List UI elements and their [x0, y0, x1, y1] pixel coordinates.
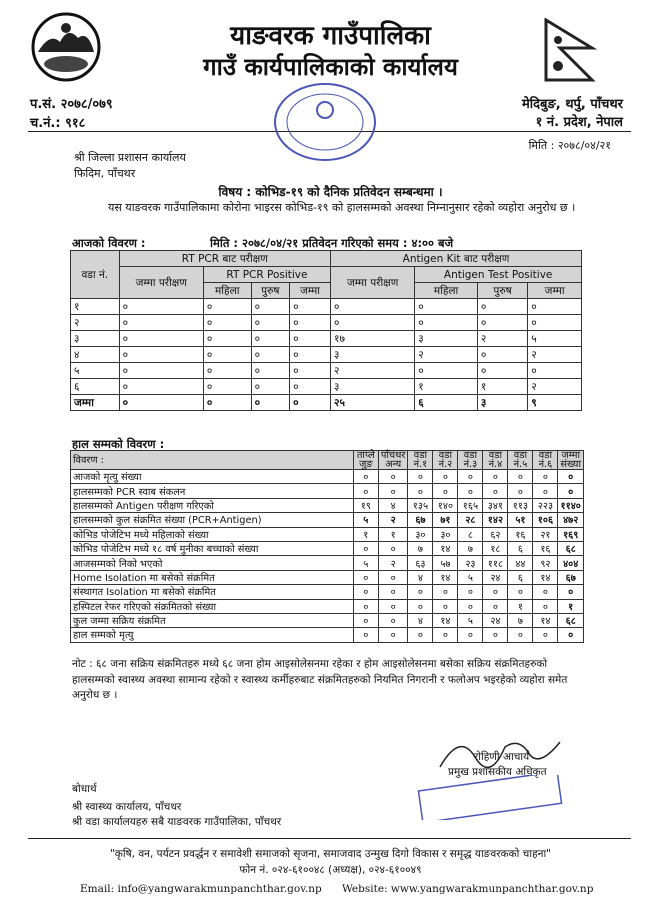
table-cell: २४ — [483, 570, 508, 584]
table-cell: ० — [251, 331, 289, 347]
table-cell: २८ — [458, 513, 483, 527]
table-cell: १६९ — [558, 527, 584, 541]
table-cell: ० — [408, 599, 433, 613]
address-line-2: १ नं. प्रदेश, नेपाल — [535, 115, 623, 130]
table-cell: कुल जम्मा सक्रिय संक्रमित — [71, 613, 354, 627]
table-cell: ० — [251, 315, 289, 331]
table-cell: ० — [458, 599, 483, 613]
table-cell: ० — [203, 363, 251, 379]
table-cell: १३५ — [408, 498, 433, 512]
header-cell: वडा नं.१ — [408, 451, 433, 470]
today-report-table — [70, 250, 582, 411]
table-cell: २ — [71, 315, 120, 331]
table-cell: १ — [71, 299, 120, 315]
table-cell: ६७ — [408, 513, 433, 527]
table-cell: ० — [331, 299, 415, 315]
letter-date: मिति : २०७८/०४/२१ — [528, 139, 611, 152]
table-cell: २ — [378, 513, 408, 527]
table-row — [71, 347, 582, 363]
signatory-name: रोहिणी आचार्य — [474, 751, 530, 763]
table-cell: १७ — [331, 331, 415, 347]
recipient-line-2: फिदिम, पाँचथर — [74, 167, 136, 180]
table-cell: २२३ — [533, 498, 558, 512]
table-cell: ० — [483, 628, 508, 642]
table-cell: ० — [290, 331, 331, 347]
cc-line-1: श्री स्वास्थ्य कार्यालय, पाँचथर — [72, 801, 182, 813]
table-cell: ० — [378, 599, 408, 613]
table-cell: १ — [508, 599, 533, 613]
table-cell: ३ — [415, 331, 478, 347]
table-cell: ० — [415, 315, 478, 331]
table-cell: २१ — [533, 527, 558, 541]
table-cell: हस्पिटल रेफर गरिएको संक्रमितको संख्या — [71, 599, 354, 613]
header-ag-total-tests: जम्मा परीक्षण — [331, 267, 415, 299]
header-cell: वडा नं.४ — [483, 451, 508, 470]
table-row — [71, 556, 584, 570]
table-cell: १ — [477, 379, 527, 395]
table-cell: ५१ — [508, 513, 533, 527]
table-cell: ० — [508, 470, 533, 484]
table-cell: १०६ — [533, 513, 558, 527]
table-cell: ० — [331, 315, 415, 331]
table-cell: ० — [378, 585, 408, 599]
table-cell: ६ — [508, 541, 533, 555]
table-cell: ० — [353, 541, 378, 555]
table-cell: हालसम्मको PCR स्वाब संकलन — [71, 484, 354, 498]
header-cell: विवरण : — [71, 451, 354, 470]
table-cell: ० — [558, 585, 584, 599]
table-cell: हालसम्मको Antigen परीक्षण गरिएको — [71, 498, 354, 512]
table-cell: ३ — [477, 395, 527, 411]
table-cell: ० — [203, 299, 251, 315]
footer-divider — [28, 838, 631, 839]
table-cell: ० — [119, 347, 203, 363]
table-cell: ६८ — [558, 613, 584, 627]
header-ag-sum: जम्मा — [528, 283, 582, 299]
table-cell: ० — [353, 470, 378, 484]
table-cell: ० — [528, 315, 582, 331]
table-cell: ० — [458, 585, 483, 599]
table-cell: १६५ — [458, 498, 483, 512]
table-cell: ४ — [408, 570, 433, 584]
table-cell: ० — [558, 484, 584, 498]
table-cell: १४ — [533, 570, 558, 584]
cumulative-report-table — [70, 450, 584, 643]
patra-sankhya: प.सं. २०७८/०७९ — [30, 97, 113, 112]
header-cell: वडा नं.३ — [458, 451, 483, 470]
cc-line-2: श्री वडा कार्यालयहरु सबै याङवरक गाउँपालिका, पाँचथर — [72, 816, 282, 828]
header-cell: वडा नं.६ — [533, 451, 558, 470]
table-cell: ११४० — [558, 498, 584, 512]
table-cell: ३० — [433, 527, 458, 541]
table-cell: १ — [558, 599, 584, 613]
table-cell: ० — [533, 585, 558, 599]
table-cell: कोभिड पोजेटिभ मध्ये महिलाको संख्या — [71, 527, 354, 541]
address-line-1: मेदिबुङ, थर्पु, पाँचथर — [522, 97, 623, 112]
table-cell: २ — [331, 363, 415, 379]
table-cell: ५७ — [433, 556, 458, 570]
header-rt-sum: जम्मा — [290, 283, 331, 299]
table-cell: २ — [415, 347, 478, 363]
table-cell: ० — [558, 470, 584, 484]
table-cell: १४ — [433, 541, 458, 555]
table-cell: ० — [415, 299, 478, 315]
table-cell: १४० — [433, 498, 458, 512]
table-cell: ० — [408, 470, 433, 484]
table-row — [71, 331, 582, 347]
table-row — [71, 599, 584, 613]
table-cell: ० — [353, 613, 378, 627]
table-cell: ० — [533, 599, 558, 613]
table-cell: ० — [433, 599, 458, 613]
table-cell: ० — [378, 470, 408, 484]
table-row — [71, 395, 582, 411]
table-cell: ५ — [458, 570, 483, 584]
table-cell: ३४१ — [483, 498, 508, 512]
table-cell: २ — [378, 556, 408, 570]
header-cell: ताप्ले जुङ — [353, 451, 378, 470]
table-row — [71, 379, 582, 395]
table-cell: ३ — [331, 379, 415, 395]
table-cell: कोभिड पोजेटिभ मध्ये १८ वर्ष मुनीका बच्चाको संख्या — [71, 541, 354, 555]
footer-email[interactable]: Email: info@yangwarakmunpanchthar.gov.np — [80, 883, 322, 895]
office-stamp-icon — [270, 80, 380, 164]
table-cell: १४ — [533, 613, 558, 627]
table-cell: ० — [508, 628, 533, 642]
table-cell: ३ — [331, 347, 415, 363]
table-row — [71, 315, 582, 331]
table-cell: ८ — [458, 527, 483, 541]
table-cell: ० — [251, 347, 289, 363]
table-cell: १८ — [483, 541, 508, 555]
table-cell: जम्मा — [71, 395, 120, 411]
letter-subject: विषय : कोभिड-१९ को दैनिक प्रतिवेदन सम्बन्धमा । — [218, 185, 443, 199]
table-cell: ११३ — [508, 498, 533, 512]
table-cell: ० — [290, 395, 331, 411]
recipient-line-1: श्री जिल्ला प्रशासन कार्यालय — [74, 151, 186, 164]
office-name: याङवरक गाउँपालिका — [230, 21, 431, 51]
table-cell: ० — [119, 363, 203, 379]
table-cell: ० — [408, 628, 433, 642]
table-cell: ० — [119, 299, 203, 315]
table-cell: आजसम्मको निको भएको — [71, 556, 354, 570]
table-cell: ० — [533, 470, 558, 484]
table-cell: ६७ — [558, 570, 584, 584]
table-cell: ० — [458, 628, 483, 642]
table-cell: ४ — [378, 498, 408, 512]
table-row — [71, 363, 582, 379]
header-ward: वडा नं. — [71, 251, 120, 299]
table-cell: हाल सम्मको मृत्यु — [71, 628, 354, 642]
table-cell: ० — [251, 299, 289, 315]
table-cell: ० — [477, 315, 527, 331]
table-cell: ० — [251, 363, 289, 379]
section-cumulative-heading: हाल सम्मको विवरण : — [72, 437, 165, 451]
table-cell: ० — [203, 379, 251, 395]
table-row — [71, 613, 584, 627]
table-cell: ० — [353, 628, 378, 642]
table-cell: ४७२ — [558, 513, 584, 527]
table-cell: ० — [378, 613, 408, 627]
table-cell: ५ — [353, 556, 378, 570]
table-cell: १४ — [433, 613, 458, 627]
table-row — [71, 585, 584, 599]
table-row — [71, 527, 584, 541]
header-ag-male: पुरुष — [477, 283, 527, 299]
table-cell: ० — [477, 299, 527, 315]
table-cell: ० — [528, 363, 582, 379]
table-cell: हालसम्मको कुल संक्रमित संख्या (PCR+Antigen) — [71, 513, 354, 527]
table-cell: ४ — [71, 347, 120, 363]
note-paragraph: नोट : ६८ जना सक्रिय संक्रमितहरु मध्ये ६८ जना होम आइसोलेसनमा रहेका र होम आइसोलेसनमा बसेका सक्रिय संक्रमितहरुको हालसम्मको स्वास्थ्य अवस्था सामान्य रहेको र स्वास्थ्य कर्मीहरुबाट संक्रमितहरुको नियमित निगरानी र फलोअप भइरहेको व्यहोरा समेत अनुरोध छ । — [72, 658, 568, 701]
table-cell: ३० — [408, 527, 433, 541]
table-cell: ० — [251, 379, 289, 395]
table-row — [71, 541, 584, 555]
table-cell: ५ — [353, 513, 378, 527]
table-cell: ० — [508, 484, 533, 498]
table-cell: ० — [203, 315, 251, 331]
table-cell: ० — [558, 628, 584, 642]
table-cell: १ — [378, 527, 408, 541]
table-cell: Home Isolation मा बसेको संक्रमित — [71, 570, 354, 584]
table-cell: ० — [353, 599, 378, 613]
header-cell: जम्मा संख्या — [558, 451, 584, 470]
table-cell: ० — [290, 363, 331, 379]
cc-label: बोधार्थ — [72, 783, 97, 795]
table-cell: ० — [483, 585, 508, 599]
officer-stamp-icon — [416, 775, 566, 820]
signatory-post: प्रमुख प्रशासकीय अधिकृत — [448, 766, 547, 778]
table-cell: ० — [290, 299, 331, 315]
table-cell: ० — [119, 315, 203, 331]
table-cell: ० — [290, 315, 331, 331]
table-cell: २ — [477, 331, 527, 347]
table-cell: ७१ — [433, 513, 458, 527]
table-cell: ३ — [71, 331, 120, 347]
table-cell: ० — [378, 570, 408, 584]
table-row — [71, 470, 584, 484]
table-cell: ९ — [528, 395, 582, 411]
table-cell: २ — [528, 347, 582, 363]
table-cell: ६ — [508, 570, 533, 584]
table-cell: आजको मृत्यु संख्या — [71, 470, 354, 484]
table-cell: ० — [458, 484, 483, 498]
table-row — [71, 513, 584, 527]
table-cell: ० — [433, 585, 458, 599]
table-cell: ० — [533, 484, 558, 498]
table-cell: ० — [458, 470, 483, 484]
table-cell: ६ — [71, 379, 120, 395]
table-cell: ० — [378, 541, 408, 555]
header-rt-female: महिला — [203, 283, 251, 299]
footer-slogan: "कृषि, वन, पर्यटन प्रवर्द्धन र समावेशी समाजको सृजना, समाजवाद उन्मुख दिगो विकास र समृद्ध याङवरकको चाहना" — [109, 848, 552, 860]
table-cell: ० — [433, 484, 458, 498]
table-cell: ० — [415, 363, 478, 379]
footer-website[interactable]: Website: www.yangwarakmunpanchthar.gov.np — [342, 883, 594, 895]
table-cell: ० — [433, 470, 458, 484]
table-cell: १ — [353, 527, 378, 541]
table-cell: ९२ — [533, 556, 558, 570]
table-cell: ० — [378, 484, 408, 498]
table-cell: ५ — [528, 331, 582, 347]
table-cell: ० — [251, 395, 289, 411]
table-row — [71, 484, 584, 498]
header-antigen: Antigen Kit बाट परीक्षण — [331, 251, 582, 267]
section-today-heading: आजको विवरण : — [72, 236, 146, 250]
table-row — [71, 570, 584, 584]
table-cell: १९ — [353, 498, 378, 512]
table-cell: ० — [477, 347, 527, 363]
table-cell: ५ — [71, 363, 120, 379]
table-cell: ० — [533, 628, 558, 642]
table-cell: ४४ — [508, 556, 533, 570]
table-cell: ७ — [508, 613, 533, 627]
table-cell: ६८ — [558, 541, 584, 555]
header-cell: पाँचथर अन्य — [378, 451, 408, 470]
table-cell: ० — [483, 599, 508, 613]
table-cell: २४ — [483, 613, 508, 627]
header-cell: वडा नं.२ — [433, 451, 458, 470]
table-cell: ० — [477, 363, 527, 379]
header-rt-total-tests: जम्मा परीक्षण — [119, 267, 203, 299]
table-cell: १४२ — [483, 513, 508, 527]
table-cell: ० — [203, 395, 251, 411]
table-cell: ० — [119, 331, 203, 347]
table-cell: ७ — [408, 541, 433, 555]
office-subtitle: गाउँ कार्यपालिकाको कार्यालय — [203, 53, 458, 81]
table-cell: ० — [290, 379, 331, 395]
table-cell: ० — [203, 347, 251, 363]
header-ag-female: महिला — [415, 283, 478, 299]
table-cell: १ — [415, 379, 478, 395]
table-cell: ६ — [415, 395, 478, 411]
table-cell: ० — [119, 395, 203, 411]
table-row — [71, 299, 582, 315]
table-cell: ० — [378, 628, 408, 642]
table-cell: ६२ — [483, 527, 508, 541]
table-cell: २५ — [331, 395, 415, 411]
table-cell: ० — [353, 570, 378, 584]
table-cell: ५ — [458, 613, 483, 627]
header-cell: वडा नं.५ — [508, 451, 533, 470]
table-cell: ० — [353, 484, 378, 498]
table-cell: १४ — [433, 570, 458, 584]
header-rt-male: पुरुष — [251, 283, 289, 299]
table-cell: ० — [290, 347, 331, 363]
table-cell: १६ — [508, 527, 533, 541]
table-cell: ० — [483, 470, 508, 484]
table-cell: ० — [528, 299, 582, 315]
header-rt-pcr: RT PCR बाट परीक्षण — [119, 251, 330, 267]
table-row — [71, 498, 584, 512]
chalani-number: च.नं.: ९१८ — [30, 116, 86, 131]
table-cell: ० — [433, 628, 458, 642]
table-cell: ० — [483, 484, 508, 498]
table-cell: २ — [528, 379, 582, 395]
table-cell: ० — [408, 585, 433, 599]
intro-paragraph: यस याङवरक गाउँपालिकामा कोरोना भाइरस कोभिड-१९ को हालसम्मको अवस्था निम्नानुसार रहेको व्यहोरा अनुरोध छ । — [108, 201, 576, 214]
footer-phone: फोन नं. ०२४-६१००४८ (अध्यक्ष), ०२४-६१००४९ — [239, 864, 422, 876]
table-cell: ४०४ — [558, 556, 584, 570]
table-cell: ० — [119, 379, 203, 395]
table-cell: ४ — [408, 613, 433, 627]
table-cell: १६ — [533, 541, 558, 555]
table-cell: संस्थागत Isolation मा बसेको संक्रमित — [71, 585, 354, 599]
header-ag-positive: Antigen Test Positive — [415, 267, 582, 283]
table-cell: ० — [203, 331, 251, 347]
header-rt-positive: RT PCR Positive — [203, 267, 330, 283]
table-cell: २३ — [458, 556, 483, 570]
table-cell: ६३ — [408, 556, 433, 570]
table-row — [71, 628, 584, 642]
section-today-meta: मिति : २०७८/०४/२१ प्रतिवेदन गरिएको समय : ४:०० बजे — [210, 236, 454, 250]
table-cell: ० — [508, 585, 533, 599]
table-cell: ० — [353, 585, 378, 599]
table-cell: ० — [408, 484, 433, 498]
table-cell: ११८ — [483, 556, 508, 570]
table-cell: ७ — [458, 541, 483, 555]
